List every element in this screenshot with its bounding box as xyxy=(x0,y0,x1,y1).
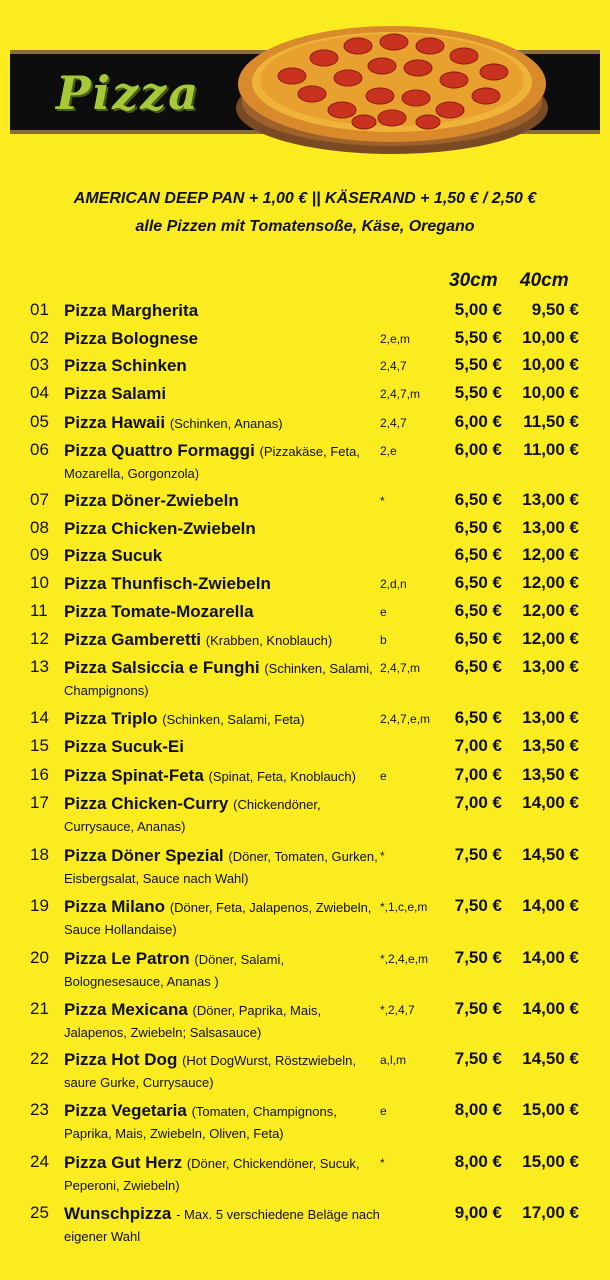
item-description: (Döner, Tomaten, Gurken, Eisbergsalat, Sauce nach Wahl) xyxy=(64,849,378,886)
item-number: 15 xyxy=(30,736,49,755)
price-30cm: 7,50 € xyxy=(454,1049,502,1068)
price-40cm: 9,50 € xyxy=(531,300,579,319)
item-title: Pizza Bolognese xyxy=(64,329,199,348)
item-number: 09 xyxy=(30,545,49,564)
item-number: 19 xyxy=(30,896,49,915)
item-number: 20 xyxy=(30,948,49,967)
item-description: (Chickendöner, Currysauce, Ananas) xyxy=(64,797,321,834)
item-description: (Döner, Paprika, Mais, Jalapenos, Zwiebeln; Salsasauce) xyxy=(64,1003,322,1040)
item-title: Pizza Salsiccia e Funghi xyxy=(64,658,260,677)
price-40cm: 14,50 € xyxy=(522,845,579,864)
item-title: Pizza Spinat-Feta xyxy=(64,766,204,785)
item-number: 17 xyxy=(30,793,49,812)
item-allergen-codes: *,2,4,e,m xyxy=(380,952,429,966)
item-name xyxy=(64,708,380,730)
item-allergen-codes: 2,4,7 xyxy=(380,416,407,430)
price-30cm: 5,50 € xyxy=(454,328,502,347)
price-40cm: 10,00 € xyxy=(522,355,579,374)
item-description: (Tomaten, Champignons, Paprika, Mais, Zwiebeln, Oliven, Feta) xyxy=(64,1104,337,1141)
price-30cm: 8,00 € xyxy=(454,1100,502,1119)
price-40cm: 17,00 € xyxy=(522,1203,579,1222)
item-name xyxy=(64,765,380,787)
item-name xyxy=(64,355,380,377)
price-40cm: 12,00 € xyxy=(522,573,579,592)
price-30cm: 5,50 € xyxy=(454,355,502,374)
item-number: 03 xyxy=(30,355,49,374)
item-allergen-codes: a,l,m xyxy=(380,1053,407,1067)
price-30cm: 8,00 € xyxy=(454,1152,502,1171)
price-30cm: 9,00 € xyxy=(454,1203,502,1222)
item-number: 21 xyxy=(30,999,49,1018)
item-name xyxy=(64,440,380,484)
price-30cm: 6,50 € xyxy=(454,601,502,620)
item-number: 11 xyxy=(30,601,48,620)
price-30cm: 6,50 € xyxy=(454,657,502,676)
item-allergen-codes: 2,e xyxy=(380,444,397,458)
price-30cm: 7,50 € xyxy=(454,845,502,864)
item-allergen-codes: *,1,c,e,m xyxy=(380,900,428,914)
price-30cm: 6,00 € xyxy=(454,412,502,431)
price-40cm: 12,00 € xyxy=(522,545,579,564)
item-title: Pizza Chicken-Curry xyxy=(64,794,229,813)
price-30cm: 5,00 € xyxy=(454,300,502,319)
item-number: 22 xyxy=(30,1049,49,1068)
price-40cm: 13,50 € xyxy=(522,736,579,755)
price-30cm: 6,50 € xyxy=(454,708,502,727)
item-number: 08 xyxy=(30,518,49,537)
item-title: Pizza Thunfisch-Zwiebeln xyxy=(64,574,271,593)
item-name xyxy=(64,1152,380,1196)
price-40cm: 11,00 € xyxy=(523,440,579,459)
item-title: Pizza Tomate-Mozarella xyxy=(64,602,254,621)
item-name xyxy=(64,629,380,651)
item-name xyxy=(64,845,380,889)
column-30cm: 30cm xyxy=(449,270,498,291)
item-title: Pizza Triplo xyxy=(64,709,158,728)
item-name xyxy=(64,300,380,322)
price-30cm: 7,50 € xyxy=(454,896,502,915)
item-number: 02 xyxy=(30,328,49,347)
item-description: (Schinken, Ananas) xyxy=(169,416,283,431)
price-40cm: 10,00 € xyxy=(522,328,579,347)
price-30cm: 7,00 € xyxy=(454,793,502,812)
item-allergen-codes: 2,d,n xyxy=(380,577,407,591)
item-description: (Schinken, Salami, Champignons) xyxy=(64,661,373,698)
price-40cm: 13,00 € xyxy=(522,490,579,509)
item-number: 24 xyxy=(30,1152,49,1171)
item-name xyxy=(64,518,380,540)
item-name xyxy=(64,999,380,1043)
price-40cm: 15,00 € xyxy=(522,1152,579,1171)
item-number: 25 xyxy=(30,1203,49,1222)
item-allergen-codes: e xyxy=(380,1104,387,1118)
price-30cm: 7,50 € xyxy=(454,999,502,1018)
item-description: - Max. 5 verschiedene Beläge nach eigener Wahl xyxy=(64,1207,380,1244)
price-30cm: 6,50 € xyxy=(454,629,502,648)
item-name xyxy=(64,573,380,595)
item-number: 16 xyxy=(30,765,49,784)
item-allergen-codes: e xyxy=(380,605,387,619)
price-40cm: 15,00 € xyxy=(522,1100,579,1119)
item-description: (Döner, Salami, Bolognesesauce, Ananas ) xyxy=(64,952,284,989)
item-allergen-codes: e xyxy=(380,769,387,783)
item-allergen-codes: * xyxy=(380,849,385,863)
item-title: Pizza Quattro Formaggi xyxy=(64,441,255,460)
item-allergen-codes: 2,4,7,m xyxy=(380,387,421,401)
item-title: Pizza Vegetaria xyxy=(64,1101,187,1120)
item-title: Pizza Döner-Zwiebeln xyxy=(64,491,239,510)
item-number: 04 xyxy=(30,383,49,402)
item-title: Pizza Margherita xyxy=(64,301,199,320)
item-name xyxy=(64,490,380,512)
item-name xyxy=(64,412,380,434)
item-title: Pizza Milano xyxy=(64,897,166,916)
price-30cm: 6,50 € xyxy=(454,573,502,592)
item-name xyxy=(64,601,380,623)
pizza-image xyxy=(232,22,552,156)
item-description: (Krabben, Knoblauch) xyxy=(205,633,333,648)
item-name xyxy=(64,1049,380,1093)
item-name xyxy=(64,948,380,992)
item-title: Pizza Salami xyxy=(64,384,167,403)
item-name xyxy=(64,657,380,701)
item-title: Pizza Schinken xyxy=(64,356,187,375)
item-description: (Pizzakäse, Feta, Mozarella, Gorgonzola) xyxy=(64,444,360,481)
item-title: Pizza Chicken-Zwiebeln xyxy=(64,519,256,538)
item-title: Pizza Gut Herz xyxy=(64,1153,183,1172)
price-30cm: 7,00 € xyxy=(454,765,502,784)
item-title: Pizza Mexicana xyxy=(64,1000,188,1019)
item-number: 13 xyxy=(30,657,49,676)
item-name xyxy=(64,545,380,567)
item-allergen-codes: *,2,4,7 xyxy=(380,1003,415,1017)
item-title: Pizza Sucuk xyxy=(64,546,163,565)
item-allergen-codes: b xyxy=(380,633,387,647)
price-40cm: 13,00 € xyxy=(522,708,579,727)
item-allergen-codes: * xyxy=(380,494,385,508)
item-number: 23 xyxy=(30,1100,49,1119)
item-name xyxy=(64,328,380,350)
item-allergen-codes: 2,4,7,m xyxy=(380,661,421,675)
item-allergen-codes: 2,e,m xyxy=(380,332,411,346)
item-description: (Döner, Feta, Jalapenos, Zwiebeln, Sauce Hollandaise) xyxy=(64,900,372,937)
item-number: 12 xyxy=(30,629,49,648)
price-40cm: 13,00 € xyxy=(522,657,579,676)
item-name xyxy=(64,383,380,405)
item-description: (Döner, Chickendöner, Sucuk, Peperoni, Zwiebeln) xyxy=(64,1156,360,1193)
item-title: Pizza Sucuk-Ei xyxy=(64,737,184,756)
price-40cm: 10,00 € xyxy=(522,383,579,402)
item-allergen-codes: * xyxy=(380,1156,385,1170)
item-title: Wunschpizza xyxy=(64,1204,172,1223)
item-name xyxy=(64,896,380,940)
item-name xyxy=(64,1203,380,1247)
item-title: Pizza Döner Spezial xyxy=(64,846,224,865)
item-title: Pizza Gamberetti xyxy=(64,630,201,649)
price-40cm: 14,00 € xyxy=(522,793,579,812)
price-30cm: 7,50 € xyxy=(454,948,502,967)
base-info-line: alle Pizzen mit Tomatensoße, Käse, Oregano xyxy=(135,218,475,235)
price-40cm: 14,50 € xyxy=(522,1049,579,1068)
item-name xyxy=(64,1100,380,1144)
price-40cm: 11,50 € xyxy=(523,412,579,431)
item-number: 06 xyxy=(30,440,49,459)
price-40cm: 14,00 € xyxy=(522,999,579,1018)
item-title: Pizza Hawaii xyxy=(64,413,166,432)
extras-line: AMERICAN DEEP PAN + 1,00 € || KÄSERAND + 1,50 € / 2,50 € xyxy=(73,190,537,207)
item-number: 18 xyxy=(30,845,49,864)
price-30cm: 6,50 € xyxy=(454,490,502,509)
item-description: (Schinken, Salami, Feta) xyxy=(162,712,305,727)
price-30cm: 7,00 € xyxy=(454,736,502,755)
price-30cm: 6,00 € xyxy=(454,440,502,459)
item-name xyxy=(64,793,380,837)
price-40cm: 12,00 € xyxy=(522,629,579,648)
item-title: Pizza Le Patron xyxy=(64,949,190,968)
item-description: (Spinat, Feta, Knoblauch) xyxy=(208,769,356,784)
item-description: (Hot DogWurst, Röstzwiebeln, saure Gurke, Currysauce) xyxy=(64,1053,356,1090)
item-name xyxy=(64,736,380,758)
price-40cm: 13,50 € xyxy=(522,765,579,784)
column-40cm: 40cm xyxy=(520,270,569,291)
price-40cm: 14,00 € xyxy=(522,896,579,915)
item-number: 10 xyxy=(30,573,49,592)
price-40cm: 12,00 € xyxy=(522,601,579,620)
item-allergen-codes: 2,4,7 xyxy=(380,359,407,373)
price-40cm: 13,00 € xyxy=(522,518,579,537)
item-title: Pizza Hot Dog xyxy=(64,1050,178,1069)
menu-title: Pizza xyxy=(56,66,201,120)
item-number: 05 xyxy=(30,412,49,431)
price-30cm: 5,50 € xyxy=(454,383,502,402)
item-number: 01 xyxy=(30,300,49,319)
item-allergen-codes: 2,4,7,e,m xyxy=(380,712,431,726)
price-30cm: 6,50 € xyxy=(454,518,502,537)
price-30cm: 6,50 € xyxy=(454,545,502,564)
item-number: 14 xyxy=(30,708,49,727)
item-number: 07 xyxy=(30,490,49,509)
price-40cm: 14,00 € xyxy=(522,948,579,967)
